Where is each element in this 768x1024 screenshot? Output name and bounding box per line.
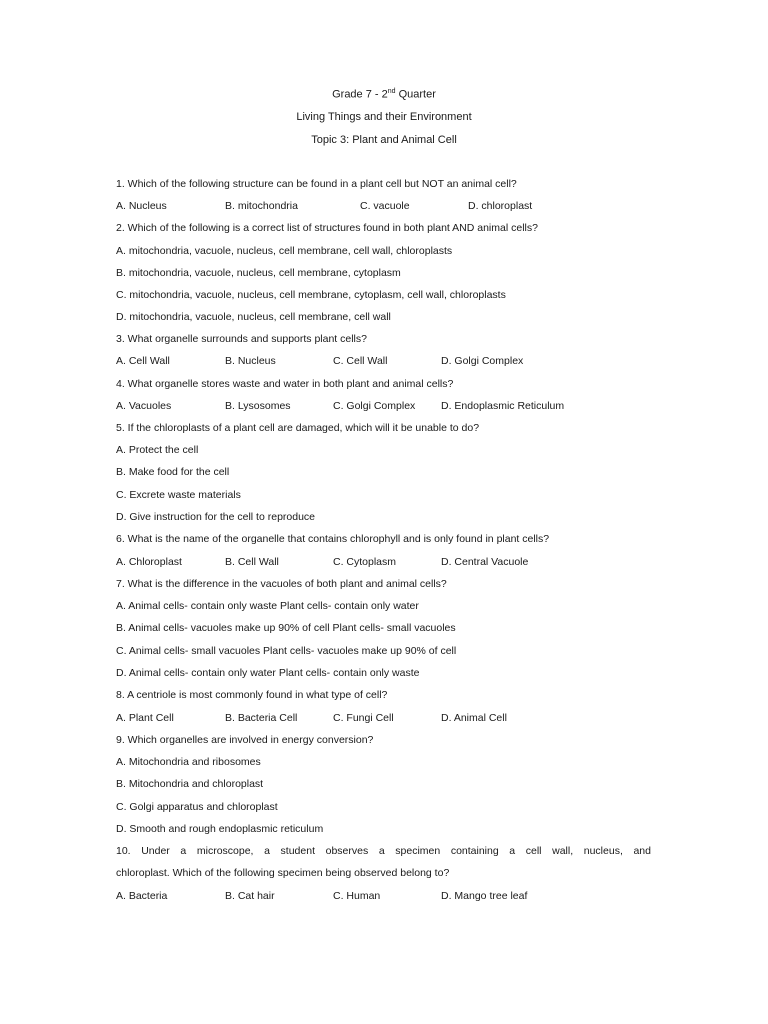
q5-option-a: A. Protect the cell: [116, 444, 199, 456]
q3-option-a: A. Cell Wall: [116, 355, 170, 367]
grade-superscript: nd: [387, 88, 396, 95]
q3-option-c: C. Cell Wall: [333, 355, 388, 367]
q1-option-b: B. mitochondria: [225, 200, 298, 212]
q6-option-a: A. Chloroplast: [116, 556, 182, 568]
grade-heading: [0, 88, 768, 101]
q5-option-d: D. Give instruction for the cell to reproduce: [116, 511, 316, 523]
question-10-line-1: 10. Under a microscope, a student observes a specimen containing a cell wall, nucleus, and: [116, 845, 651, 857]
q6-option-b: B. Cell Wall: [225, 556, 279, 568]
q6-option-d: D. Central Vacuole: [441, 556, 529, 568]
q3-option-d: D. Golgi Complex: [441, 355, 524, 367]
q9-option-c: C. Golgi apparatus and chloroplast: [116, 801, 278, 813]
q4-option-c: C. Golgi Complex: [333, 400, 416, 412]
question-7: 7. What is the difference in the vacuoles of both plant and animal cells?: [116, 578, 447, 590]
grade-text: Grade 7 - 2: [332, 88, 388, 101]
q8-option-a: A. Plant Cell: [116, 712, 174, 724]
question-6: 6. What is the name of the organelle that contains chlorophyll and is only found in plant cells?: [116, 533, 550, 545]
q8-option-b: B. Bacteria Cell: [225, 712, 298, 724]
question-3: 3. What organelle surrounds and supports plant cells?: [116, 333, 367, 345]
q2-option-d: D. mitochondria, vacuole, nucleus, cell membrane, cell wall: [116, 311, 391, 323]
q9-option-d: D. Smooth and rough endoplasmic reticulum: [116, 823, 324, 835]
q7-option-b: B. Animal cells- vacuoles make up 90% of cell Plant cells- small vacuoles: [116, 622, 456, 634]
q5-option-b: B. Make food for the cell: [116, 466, 230, 478]
q10-option-d: D. Mango tree leaf: [441, 890, 528, 902]
question-5: 5. If the chloroplasts of a plant cell are damaged, which will it be unable to do?: [116, 422, 480, 434]
question-10-line-2: chloroplast. Which of the following specimen being observed belong to?: [116, 867, 450, 879]
q4-option-b: B. Lysosomes: [225, 400, 291, 412]
topic-heading: Topic 3: Plant and Animal Cell: [311, 134, 457, 146]
question-8: 8. A centriole is most commonly found in what type of cell?: [116, 689, 388, 701]
q10-option-a: A. Bacteria: [116, 890, 168, 902]
q1-option-c: C. vacuole: [360, 200, 410, 212]
q1-option-d: D. chloroplast: [468, 200, 533, 212]
q10-option-c: C. Human: [333, 890, 381, 902]
q9-option-b: B. Mitochondria and chloroplast: [116, 778, 264, 790]
question-1: 1. Which of the following structure can be found in a plant cell but NOT an animal cell?: [116, 178, 517, 190]
q2-option-a: A. mitochondria, vacuole, nucleus, cell membrane, cell wall, chloroplasts: [116, 245, 453, 257]
q7-option-c: C. Animal cells- small vacuoles Plant cells- vacuoles make up 90% of cell: [116, 645, 457, 657]
q7-option-a: A. Animal cells- contain only waste Plant cells- contain only water: [116, 600, 419, 612]
q2-option-b: B. mitochondria, vacuole, nucleus, cell membrane, cytoplasm: [116, 267, 401, 279]
q7-option-d: D. Animal cells- contain only water Plant cells- contain only waste: [116, 667, 420, 679]
question-9: 9. Which organelles are involved in energy conversion?: [116, 734, 374, 746]
q1-option-a: A. Nucleus: [116, 200, 167, 212]
q5-option-c: C. Excrete waste materials: [116, 489, 241, 501]
q4-option-a: A. Vacuoles: [116, 400, 172, 412]
q6-option-c: C. Cytoplasm: [333, 556, 397, 568]
grade-tail: Quarter: [395, 88, 436, 101]
q2-option-c: C. mitochondria, vacuole, nucleus, cell membrane, cytoplasm, cell wall, chloroplasts: [116, 289, 506, 301]
question-2: 2. Which of the following is a correct list of structures found in both plant AND animal cells?: [116, 222, 538, 234]
question-4: 4. What organelle stores waste and water in both plant and animal cells?: [116, 378, 454, 390]
q8-option-d: D. Animal Cell: [441, 712, 507, 724]
q9-option-a: A. Mitochondria and ribosomes: [116, 756, 261, 768]
q3-option-b: B. Nucleus: [225, 355, 276, 367]
q8-option-c: C. Fungi Cell: [333, 712, 394, 724]
unit-heading: Living Things and their Environment: [296, 111, 472, 123]
q4-option-d: D. Endoplasmic Reticulum: [441, 400, 565, 412]
q10-option-b: B. Cat hair: [225, 890, 275, 902]
